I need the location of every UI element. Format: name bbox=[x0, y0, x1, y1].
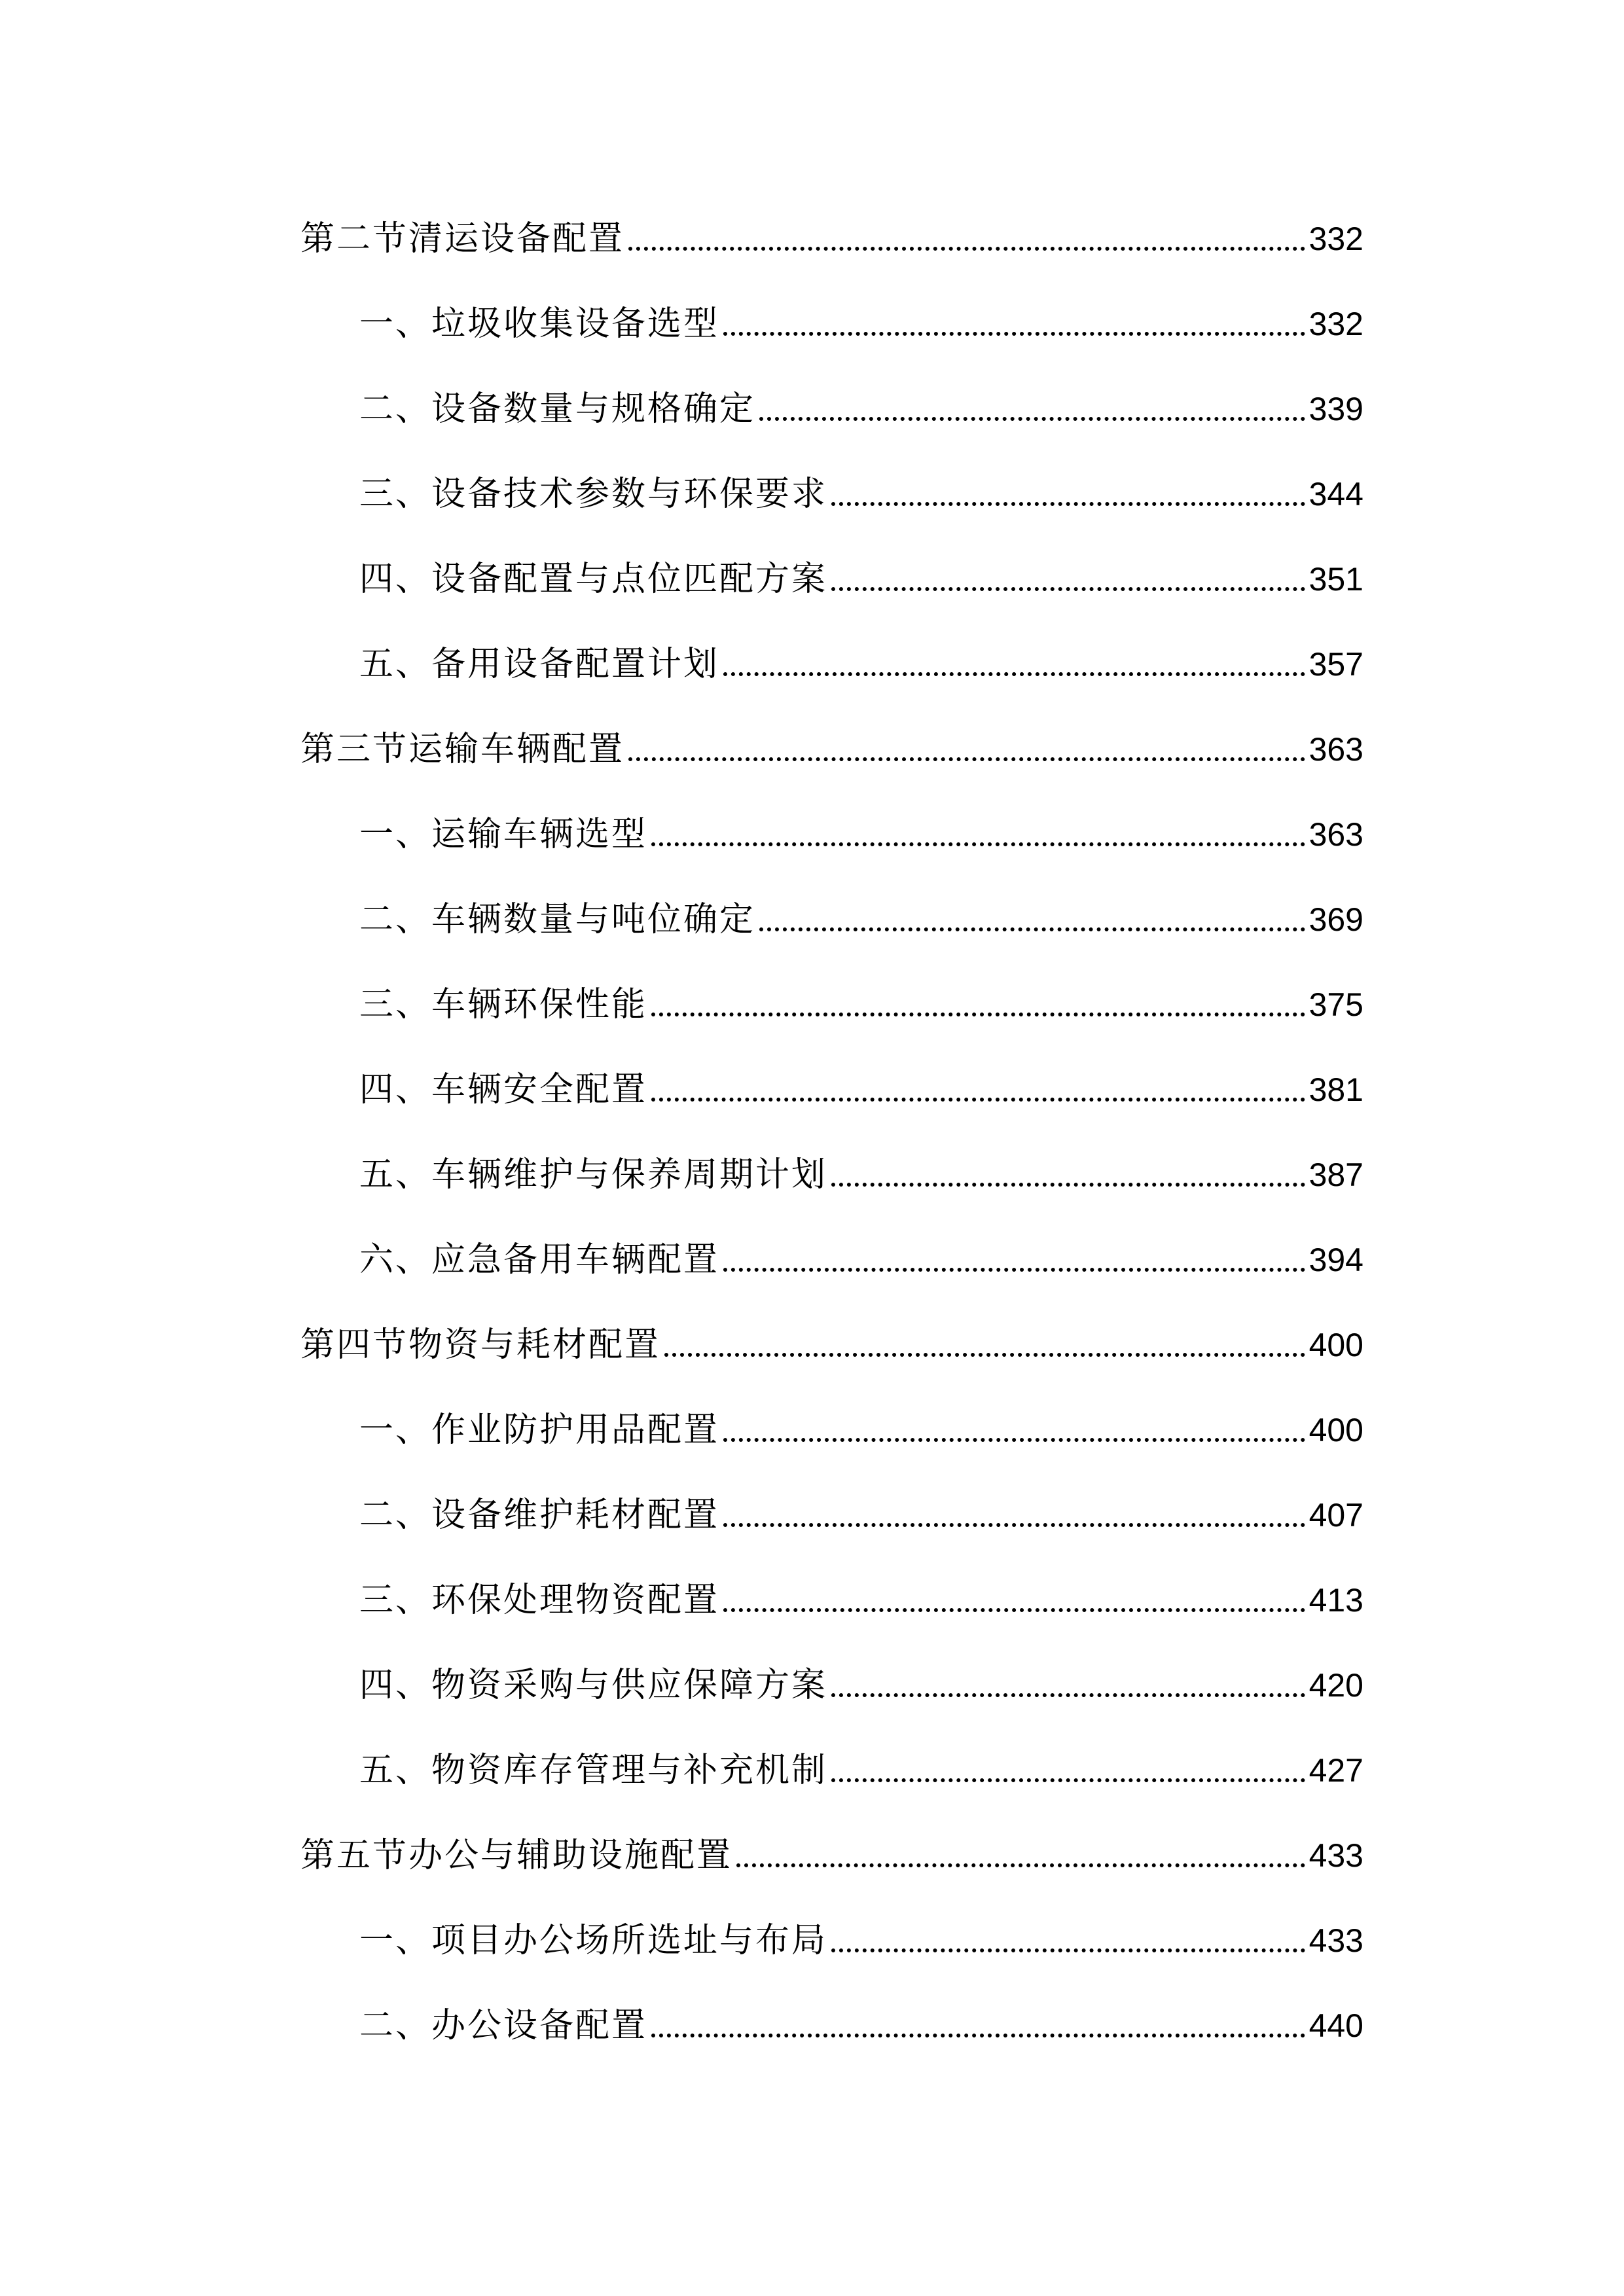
toc-entry-page-number: 400 bbox=[1308, 1412, 1363, 1448]
dot-leader bbox=[628, 247, 1305, 251]
toc-entry-page-number: 420 bbox=[1308, 1667, 1363, 1704]
toc-entry[interactable] bbox=[359, 468, 1363, 520]
dot-leader bbox=[664, 1353, 1305, 1357]
dot-leader bbox=[831, 502, 1305, 506]
toc-entry-page-number: 433 bbox=[1308, 1837, 1363, 1874]
toc-entry-title: 五、车辆维护与保养周期计划 bbox=[359, 1155, 828, 1194]
dot-leader bbox=[723, 1438, 1305, 1442]
toc-entry-page-number: 427 bbox=[1308, 1752, 1363, 1789]
toc-entry[interactable] bbox=[300, 723, 1363, 776]
dot-leader bbox=[651, 1098, 1305, 1102]
toc-entry-page-number: 344 bbox=[1308, 476, 1363, 512]
dot-leader bbox=[723, 1523, 1305, 1527]
toc-entry-title: 第二节清运设备配置 bbox=[300, 219, 625, 259]
toc-entry-page-number: 357 bbox=[1308, 646, 1363, 683]
dot-leader bbox=[651, 2034, 1305, 2037]
toc-entry-title: 二、设备维护耗材配置 bbox=[359, 1496, 720, 1535]
toc-entry[interactable] bbox=[359, 1659, 1363, 1712]
dot-leader bbox=[651, 1013, 1305, 1016]
toc-entry-title: 三、车辆环保性能 bbox=[359, 985, 648, 1024]
toc-entry[interactable] bbox=[359, 638, 1363, 691]
toc-entry-title: 第四节物资与耗材配置 bbox=[300, 1325, 661, 1365]
toc-entry-page-number: 407 bbox=[1308, 1497, 1363, 1534]
toc-entry[interactable] bbox=[300, 1829, 1363, 1882]
toc-entry-title: 二、办公设备配置 bbox=[359, 2006, 648, 2045]
toc-entry[interactable] bbox=[300, 1319, 1363, 1371]
toc-entry[interactable] bbox=[359, 978, 1363, 1031]
toc-entry[interactable] bbox=[359, 1574, 1363, 1626]
toc-entry-title: 一、运输车辆选型 bbox=[359, 815, 648, 854]
dot-leader bbox=[831, 1948, 1305, 1952]
toc-entry-page-number: 400 bbox=[1308, 1327, 1363, 1363]
dot-leader bbox=[831, 587, 1305, 591]
dot-leader bbox=[723, 332, 1305, 336]
toc-entry-page-number: 433 bbox=[1308, 1922, 1363, 1959]
toc-entry-page-number: 363 bbox=[1308, 816, 1363, 853]
toc-entry-title: 四、设备配置与点位匹配方案 bbox=[359, 560, 828, 599]
toc-entry-title: 第五节办公与辅助设施配置 bbox=[300, 1836, 733, 1875]
toc-entry-title: 三、环保处理物资配置 bbox=[359, 1581, 720, 1620]
toc-entry-page-number: 363 bbox=[1308, 731, 1363, 768]
toc-entry[interactable] bbox=[359, 1234, 1363, 1286]
toc-entry[interactable] bbox=[359, 2000, 1363, 2052]
dot-leader bbox=[651, 842, 1305, 846]
toc-entry-title: 六、应急备用车辆配置 bbox=[359, 1240, 720, 1280]
dot-leader bbox=[723, 1268, 1305, 1272]
toc-entry-title: 二、设备数量与规格确定 bbox=[359, 389, 756, 429]
toc-entry-page-number: 394 bbox=[1308, 1242, 1363, 1278]
toc-entry[interactable] bbox=[359, 383, 1363, 435]
toc-entry[interactable] bbox=[359, 1064, 1363, 1116]
toc-entry-title: 五、备用设备配置计划 bbox=[359, 645, 720, 684]
toc-entry-title: 三、设备技术参数与环保要求 bbox=[359, 475, 828, 514]
dot-leader bbox=[759, 927, 1305, 931]
toc-entry-page-number: 413 bbox=[1308, 1582, 1363, 1619]
toc-entry-page-number: 339 bbox=[1308, 391, 1363, 427]
toc-entry[interactable] bbox=[359, 1489, 1363, 1541]
toc-entry-title: 四、物资采购与供应保障方案 bbox=[359, 1666, 828, 1705]
dot-leader bbox=[723, 672, 1305, 676]
toc-entry[interactable] bbox=[359, 1149, 1363, 1201]
dot-leader bbox=[831, 1183, 1305, 1187]
dot-leader bbox=[628, 757, 1305, 761]
toc-entry-page-number: 440 bbox=[1308, 2007, 1363, 2044]
toc-entry-title: 二、车辆数量与吨位确定 bbox=[359, 900, 756, 939]
toc-entry[interactable] bbox=[359, 1744, 1363, 1797]
toc-entry[interactable] bbox=[359, 553, 1363, 605]
toc-entry-title: 一、项目办公场所选址与布局 bbox=[359, 1921, 828, 1960]
toc-entry-page-number: 332 bbox=[1308, 306, 1363, 342]
toc-entry-title: 一、垃圾收集设备选型 bbox=[359, 304, 720, 344]
toc-entry-title: 五、物资库存管理与补充机制 bbox=[359, 1751, 828, 1790]
toc-entry[interactable] bbox=[300, 213, 1363, 265]
toc-entry-page-number: 387 bbox=[1308, 1157, 1363, 1193]
dot-leader bbox=[831, 1693, 1305, 1697]
dot-leader bbox=[831, 1778, 1305, 1782]
toc-entry-page-number: 351 bbox=[1308, 561, 1363, 598]
toc-entry[interactable] bbox=[359, 1914, 1363, 1967]
toc-entry-page-number: 375 bbox=[1308, 986, 1363, 1023]
toc-entry-title: 四、车辆安全配置 bbox=[359, 1070, 648, 1109]
dot-leader bbox=[736, 1863, 1305, 1867]
toc-entry-title: 第三节运输车辆配置 bbox=[300, 730, 625, 769]
toc-entry-page-number: 369 bbox=[1308, 901, 1363, 938]
toc-entry[interactable] bbox=[359, 893, 1363, 946]
toc-entry-title: 一、作业防护用品配置 bbox=[359, 1410, 720, 1450]
toc-entry-page-number: 332 bbox=[1308, 221, 1363, 257]
dot-leader bbox=[759, 417, 1305, 421]
toc-entry-page-number: 381 bbox=[1308, 1071, 1363, 1108]
toc-entry[interactable] bbox=[359, 808, 1363, 861]
dot-leader bbox=[723, 1608, 1305, 1612]
toc-entry[interactable] bbox=[359, 298, 1363, 350]
toc-entry[interactable] bbox=[359, 1404, 1363, 1456]
